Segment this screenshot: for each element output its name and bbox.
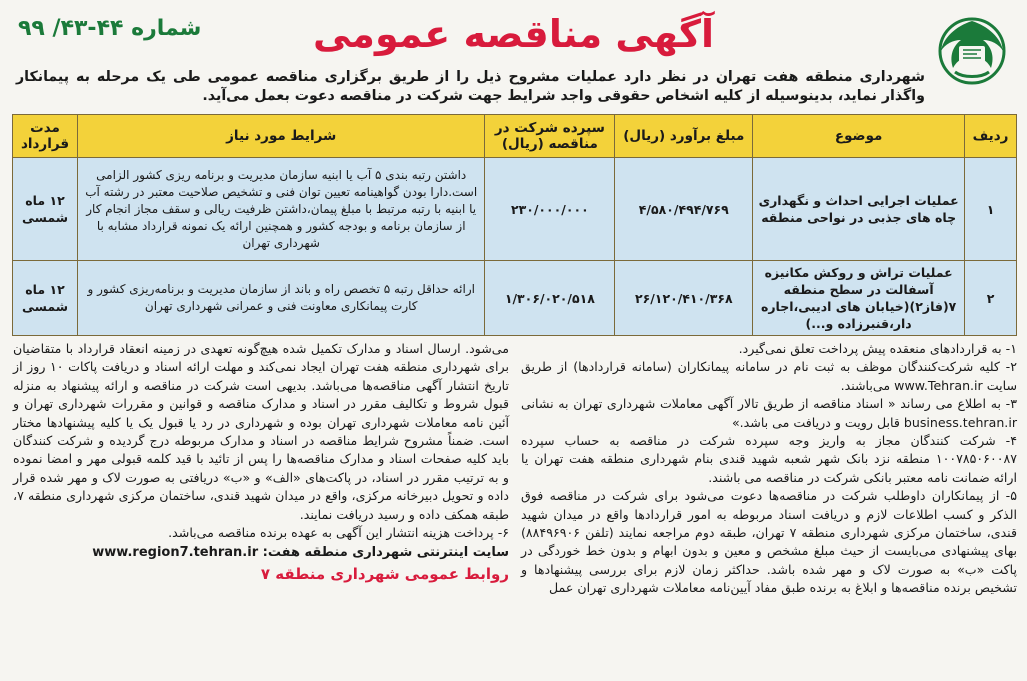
website-line xyxy=(13,544,509,562)
cell-subject: عملیات اجرایی احداث و نگهداری چاه های جذبی در نواحی منطقه xyxy=(753,158,965,261)
header-duration: مدت قرارداد xyxy=(13,115,78,158)
notes-right-column xyxy=(521,340,1017,598)
table-row xyxy=(13,158,1017,261)
note-item: ۵- از پیمانکاران داوطلب شرکت در مناقصه‌ها دعوت می‌شود برای شرکت در مناقصه فوق الذکر و کسب اطلاعات لازم و دریافت اسناد مربوطه به امور قراردادها واقع در میدان شهید قندی، ساختمان مرکزی شهرداری منطقه ۷ تهران، طبقه دوم مراجعه نمایند (تلفن ۸۸۴۹۶۹۰۶) بهای پیشنهادی می‌بایست از حیث مبلغ مشخص و معین و بدون ابهام و بدون خط خوردگی در پاکت «ب» به صورت لاک و مهر شده باشد. حداکثر زمان لازم برای بررسی پیشنهادها و تشخیص برنده مناقصه‌ها و ابلاغ به برنده طبق مفاد آیین‌نامه معاملات شهرداری تهران عمل xyxy=(521,488,1018,596)
intro-text: در نظر دارد عملیات مشروح ذیل را از طریق برگزاری مناقصه عمومی طی یک مرحله به پیمانکار واگذار نماید، بدینوسیله از کلیه اشخاص حقوقی واجد شرایط جهت شرکت در مناقصه دعوت بعمل می‌آید. xyxy=(16,69,925,104)
ad-number: شماره ۴۴-۴۳/ ۹۹ xyxy=(18,16,202,41)
table-row xyxy=(13,261,1017,336)
cell-row-number: ۱ xyxy=(965,158,1017,261)
cell-deposit: ۱/۳۰۶/۰۲۰/۵۱۸ xyxy=(485,261,615,336)
header-estimate: مبلغ برآورد (ریال) xyxy=(615,115,753,158)
cell-deposit: ۲۳۰/۰۰۰/۰۰۰ xyxy=(485,158,615,261)
table-header-row xyxy=(13,115,1017,158)
signature: روابط عمومی شهرداری منطقه ۷ xyxy=(260,564,509,583)
header-subject: موضوع xyxy=(753,115,965,158)
cell-conditions: ارائه حداقل رتبه ۵ تخصص راه و باند از سازمان مدیریت و برنامه‌ریزی کشور و کارت پیمانکاری معاونت فنی و عمرانی شهرداری تهران xyxy=(78,261,485,336)
note-item: ۲- کلیه شرکت‌کنندگان موظف به ثبت نام در سامانه پیمانکاران (سامانه قراردادها) از طریق سایت www.Tehran.ir می‌باشند. xyxy=(521,359,1017,393)
website-label: سایت اینترنتی شهرداری منطقه هفت: xyxy=(262,545,509,561)
note-item: ۱- به قراردادهای منعقده پیش پرداخت تعلق نمی‌گیرد. xyxy=(738,341,1017,356)
cell-estimate: ۴/۵۸۰/۴۹۴/۷۶۹ xyxy=(615,158,753,261)
cell-duration: ۱۲ ماه شمسی xyxy=(13,261,78,336)
note-item: ۶- پرداخت هزینه انتشار این آگهی به عهده برنده مناقصه می‌باشد. xyxy=(168,525,509,541)
notes-section xyxy=(10,340,1017,598)
header-deposit: سپرده شرکت در مناقصه (ریال) xyxy=(485,115,615,158)
tender-table xyxy=(12,114,1017,336)
cell-row-number: ۲ xyxy=(965,261,1017,336)
header-row-number: ردیف xyxy=(965,115,1017,158)
note-continuation: می‌شود. ارسال اسناد و مدارک تکمیل شده هیچ‌گونه تعهدی در زمینه انعقاد قرارداد با متقاضیان برای شهرداری منطقه هفت تهران ایجاد نمی‌کند و مهلت ارائه اسناد و دریافت پاکات ۱۰ روز از تاریخ انتشار آگهی مناقصه‌ها می‌باشد. بدیهی است شرکت در مناقصه و ارائه پیشنهاد به منزله قبول شروط و تکالیف مقرر در اسناد و مدارک مناقصه و قوانین و مقررات شهرداری تهران و آئین نامه معاملات شهرداری تهران بوده و شهرداری در رد یا قبول یک یا کلیه پیشنهادها مختار است. ضمناً مشروح شرایط مناقصه در اسناد و مدارک مربوطه درج گردیده و شرکت کنندگان باید کلیه صفحات اسناد و مدارک مناقصه‌ها را پس از تائید با قید کلمه قبولی مهر و امضا نموده و به ترتیب مقرر در اسناد، در پاکت‌های «الف» و «ب» دریافتی به صورت لاک و مهر شده قرار داده و تحویل دبیرخانه مرکزی، واقع در میدان شهید قندی، ساختمان مرکزی شهرداری منطقه ۷، طبقه همکف داده و رسید دریافت نمایند. xyxy=(13,341,509,522)
note-item: ۳- به اطلاع می رساند « اسناد مناقصه از طریق تالار آگهی معاملات شهرداری تهران به نشانی business.tehran.ir قابل رویت و دریافت می باشد.» xyxy=(521,396,1017,430)
cell-subject: عملیات تراش و روکش مکانیزه آسفالت در سطح منطقه ۷(فاز۲)(خیابان های ادیبی،اجاره دار،قنبرزاده و...) xyxy=(753,261,965,336)
note-item: ۴- شرکت کنندگان مجاز به واریز وجه سپرده شرکت در مناقصه به حساب سپرده ۱۰۰۷۸۵۰۶۰۰۸۷ منطقه نزد بانک شهر شعبه شهید قندی بنام شهرداری منطقه هفت تهران یا ارائه ضمانت نامه معتبر بانکی شرکت در مناقصه می باشند. xyxy=(521,433,1017,485)
header-conditions: شرایط مورد نیاز xyxy=(78,115,485,158)
ad-title: آگهی مناقصه عمومی xyxy=(312,12,715,56)
header xyxy=(10,6,1017,68)
website-link[interactable]: www.region7.tehran.ir xyxy=(92,545,259,561)
cell-conditions: داشتن رتبه بندی ۵ آب یا ابنیه سازمان مدیریت و برنامه ریزی کشور الزامی است.دارا بودن گواهینامه تعیین توان فنی و تشخیص صلاحیت معتبر در رشته آب یا ابنیه با رتبه مرتبط با مبلغ پیمان،داشتن ظرفیت ریالی و سقف مجاز انجام کار از سازمان برنامه و بودجه کشور و همچنین ارائه یک نمونه قرارداد مشابه با شهرداری تهران xyxy=(78,158,485,261)
org-name: شهرداری منطقه هفت تهران xyxy=(715,69,925,85)
notes-left-column xyxy=(13,340,509,598)
cell-duration: ۱۲ ماه شمسی xyxy=(13,158,78,261)
cell-estimate: ۲۶/۱۲۰/۴۱۰/۳۶۸ xyxy=(615,261,753,336)
intro-paragraph xyxy=(16,68,925,106)
